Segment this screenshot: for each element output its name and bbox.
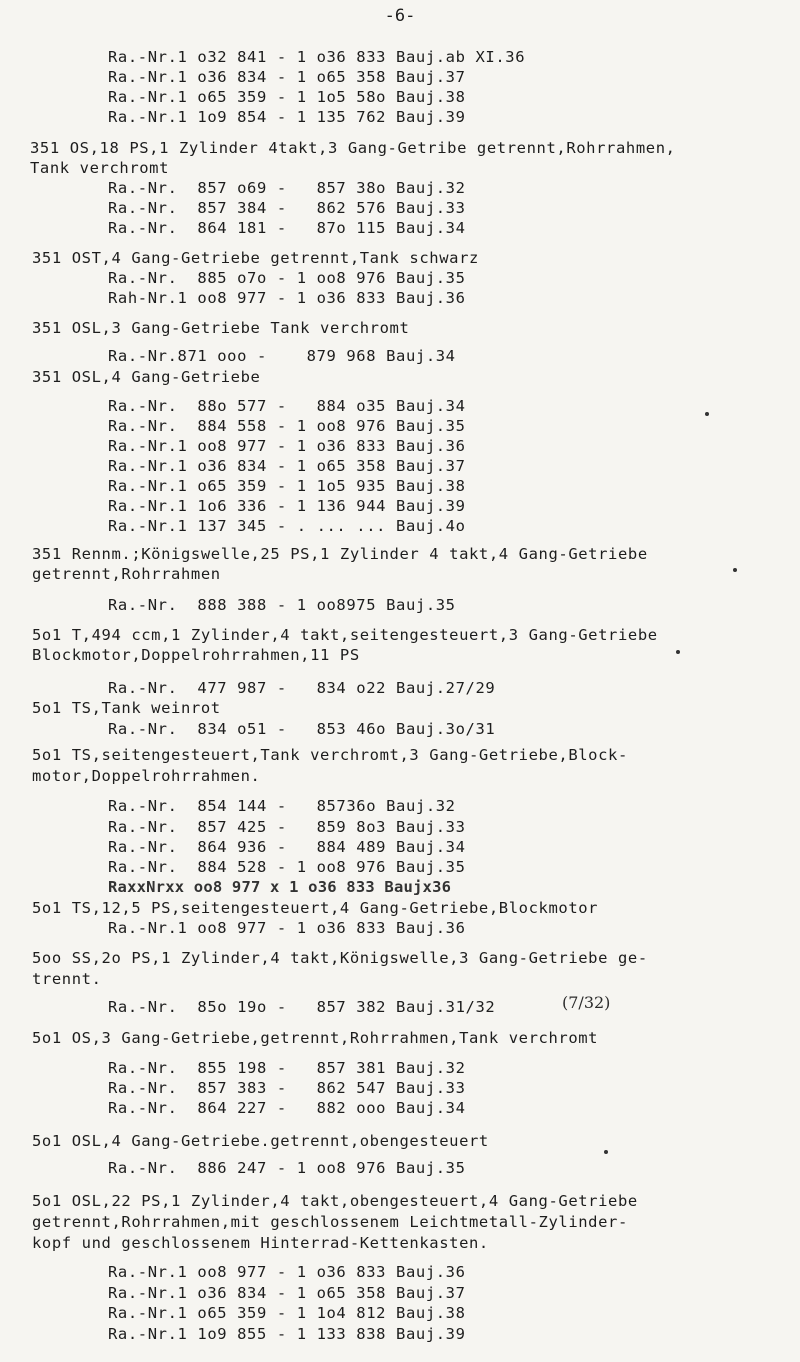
text-line: 5oo SS,2o PS,1 Zylinder,4 takt,Königswelle,3 Gang-Getriebe ge-	[32, 949, 648, 967]
text-line: Ra.-Nr. 477 987 - 834 o22 Bauj.27/29	[108, 679, 496, 697]
text-line: Ra.-Nr. 886 247 - 1 oo8 976 Bauj.35	[108, 1159, 466, 1177]
text-line: Ra.-Nr.1 o65 359 - 1 1o5 58o Bauj.38	[108, 88, 466, 106]
text-line: Ra.-Nr.1 oo8 977 - 1 o36 833 Bauj.36	[108, 1263, 466, 1281]
text-line: motor,Doppelrohrrahmen.	[32, 767, 261, 785]
text-line: 351 OSL,3 Gang-Getriebe Tank verchromt	[32, 319, 410, 337]
page-number: -6-	[384, 6, 416, 26]
text-line: kopf und geschlossenem Hinterrad-Kettenkasten.	[32, 1234, 489, 1252]
text-line: Ra.-Nr.1 1o6 336 - 1 136 944 Bauj.39	[108, 497, 466, 515]
text-line: 351 OSL,4 Gang-Getriebe	[32, 368, 261, 386]
text-line: Ra.-Nr. 857 o69 - 857 38o Bauj.32	[108, 179, 466, 197]
text-line: 5o1 TS,12,5 PS,seitengesteuert,4 Gang-Getriebe,Blockmotor	[32, 899, 599, 917]
text-line: getrennt,Rohrrahmen	[32, 565, 221, 583]
text-line: Ra.-Nr.1 o65 359 - 1 1o5 935 Bauj.38	[108, 477, 466, 495]
text-line: Ra.-Nr.1 137 345 - . ... ... Bauj.4o	[108, 517, 466, 535]
text-line: Ra.-Nr. 857 384 - 862 576 Bauj.33	[108, 199, 466, 217]
text-line: Ra.-Nr. 834 o51 - 853 46o Bauj.3o/31	[108, 720, 496, 738]
text-line: Ra.-Nr.1 o36 834 - 1 o65 358 Bauj.37	[108, 1284, 466, 1302]
text-line: Ra.-Nr.1 oo8 977 - 1 o36 833 Bauj.36	[108, 919, 466, 937]
text-line: Ra.-Nr. 864 181 - 87o 115 Bauj.34	[108, 219, 466, 237]
text-line: 351 OS,18 PS,1 Zylinder 4takt,3 Gang-Getribe getrennt,Rohrrahmen,	[30, 139, 676, 157]
text-line: Ra.-Nr.1 o65 359 - 1 1o4 812 Bauj.38	[108, 1304, 466, 1322]
text-line: 5o1 T,494 ccm,1 Zylinder,4 takt,seitengesteuert,3 Gang-Getriebe	[32, 626, 658, 644]
text-line: Ra.-Nr.1 o32 841 - 1 o36 833 Bauj.ab XI.36	[108, 48, 526, 66]
text-line: Ra.-Nr.871 ooo - 879 968 Bauj.34	[108, 347, 456, 365]
text-line: 5o1 OSL,22 PS,1 Zylinder,4 takt,obengesteuert,4 Gang-Getriebe	[32, 1192, 638, 1210]
text-line: Rah-Nr.1 oo8 977 - 1 o36 833 Bauj.36	[108, 289, 466, 307]
text-line: trennt.	[32, 970, 102, 988]
ink-speck	[676, 650, 680, 654]
text-line: Ra.-Nr. 88o 577 - 884 o35 Bauj.34	[108, 397, 466, 415]
text-line: Ra.-Nr. 888 388 - 1 oo8975 Bauj.35	[108, 596, 456, 614]
text-line: Ra.-Nr. 884 528 - 1 oo8 976 Bauj.35	[108, 858, 466, 876]
text-line: Ra.-Nr.1 oo8 977 - 1 o36 833 Bauj.36	[108, 437, 466, 455]
text-line: Ra.-Nr. 857 383 - 862 547 Bauj.33	[108, 1079, 466, 1097]
ink-speck	[705, 412, 709, 416]
text-line: Ra.-Nr.1 o36 834 - 1 o65 358 Bauj.37	[108, 68, 466, 86]
handwritten-note: (7/32)	[562, 993, 611, 1012]
text-line: Ra.-Nr. 85o 19o - 857 382 Bauj.31/32	[108, 998, 496, 1016]
text-line: Ra.-Nr. 884 558 - 1 oo8 976 Bauj.35	[108, 417, 466, 435]
text-line: 351 Rennm.;Königswelle,25 PS,1 Zylinder 4 takt,4 Gang-Getriebe	[32, 545, 648, 563]
text-line: Ra.-Nr.1 1o9 855 - 1 133 838 Bauj.39	[108, 1325, 466, 1343]
ink-speck	[733, 568, 737, 572]
text-line: Ra.-Nr. 864 227 - 882 ooo Bauj.34	[108, 1099, 466, 1117]
text-line: Ra.-Nr. 857 425 - 859 8o3 Bauj.33	[108, 818, 466, 836]
text-line: Blockmotor,Doppelrohrrahmen,11 PS	[32, 646, 360, 664]
struck-text-line: RaxxNrxx oo8 977 x 1 o36 833 Baujx36	[108, 878, 452, 896]
text-line: 5o1 OS,3 Gang-Getriebe,getrennt,Rohrrahmen,Tank verchromt	[32, 1029, 599, 1047]
text-line: Ra.-Nr.1 o36 834 - 1 o65 358 Bauj.37	[108, 457, 466, 475]
text-line: Ra.-Nr.1 1o9 854 - 1 135 762 Bauj.39	[108, 108, 466, 126]
ink-speck	[604, 1150, 608, 1154]
text-line: Ra.-Nr. 864 936 - 884 489 Bauj.34	[108, 838, 466, 856]
text-line: 351 OST,4 Gang-Getriebe getrennt,Tank schwarz	[32, 249, 479, 267]
text-line: Tank verchromt	[30, 159, 170, 177]
text-line: 5o1 TS,seitengesteuert,Tank verchromt,3 Gang-Getriebe,Block-	[32, 746, 628, 764]
text-line: 5o1 OSL,4 Gang-Getriebe.getrennt,obengesteuert	[32, 1132, 489, 1150]
text-line: getrennt,Rohrrahmen,mit geschlossenem Leichtmetall-Zylinder-	[32, 1213, 628, 1231]
text-line: Ra.-Nr. 885 o7o - 1 oo8 976 Bauj.35	[108, 269, 466, 287]
text-line: Ra.-Nr. 855 198 - 857 381 Bauj.32	[108, 1059, 466, 1077]
text-line: Ra.-Nr. 854 144 - 85736o Bauj.32	[108, 797, 456, 815]
text-line: 5o1 TS,Tank weinrot	[32, 699, 221, 717]
